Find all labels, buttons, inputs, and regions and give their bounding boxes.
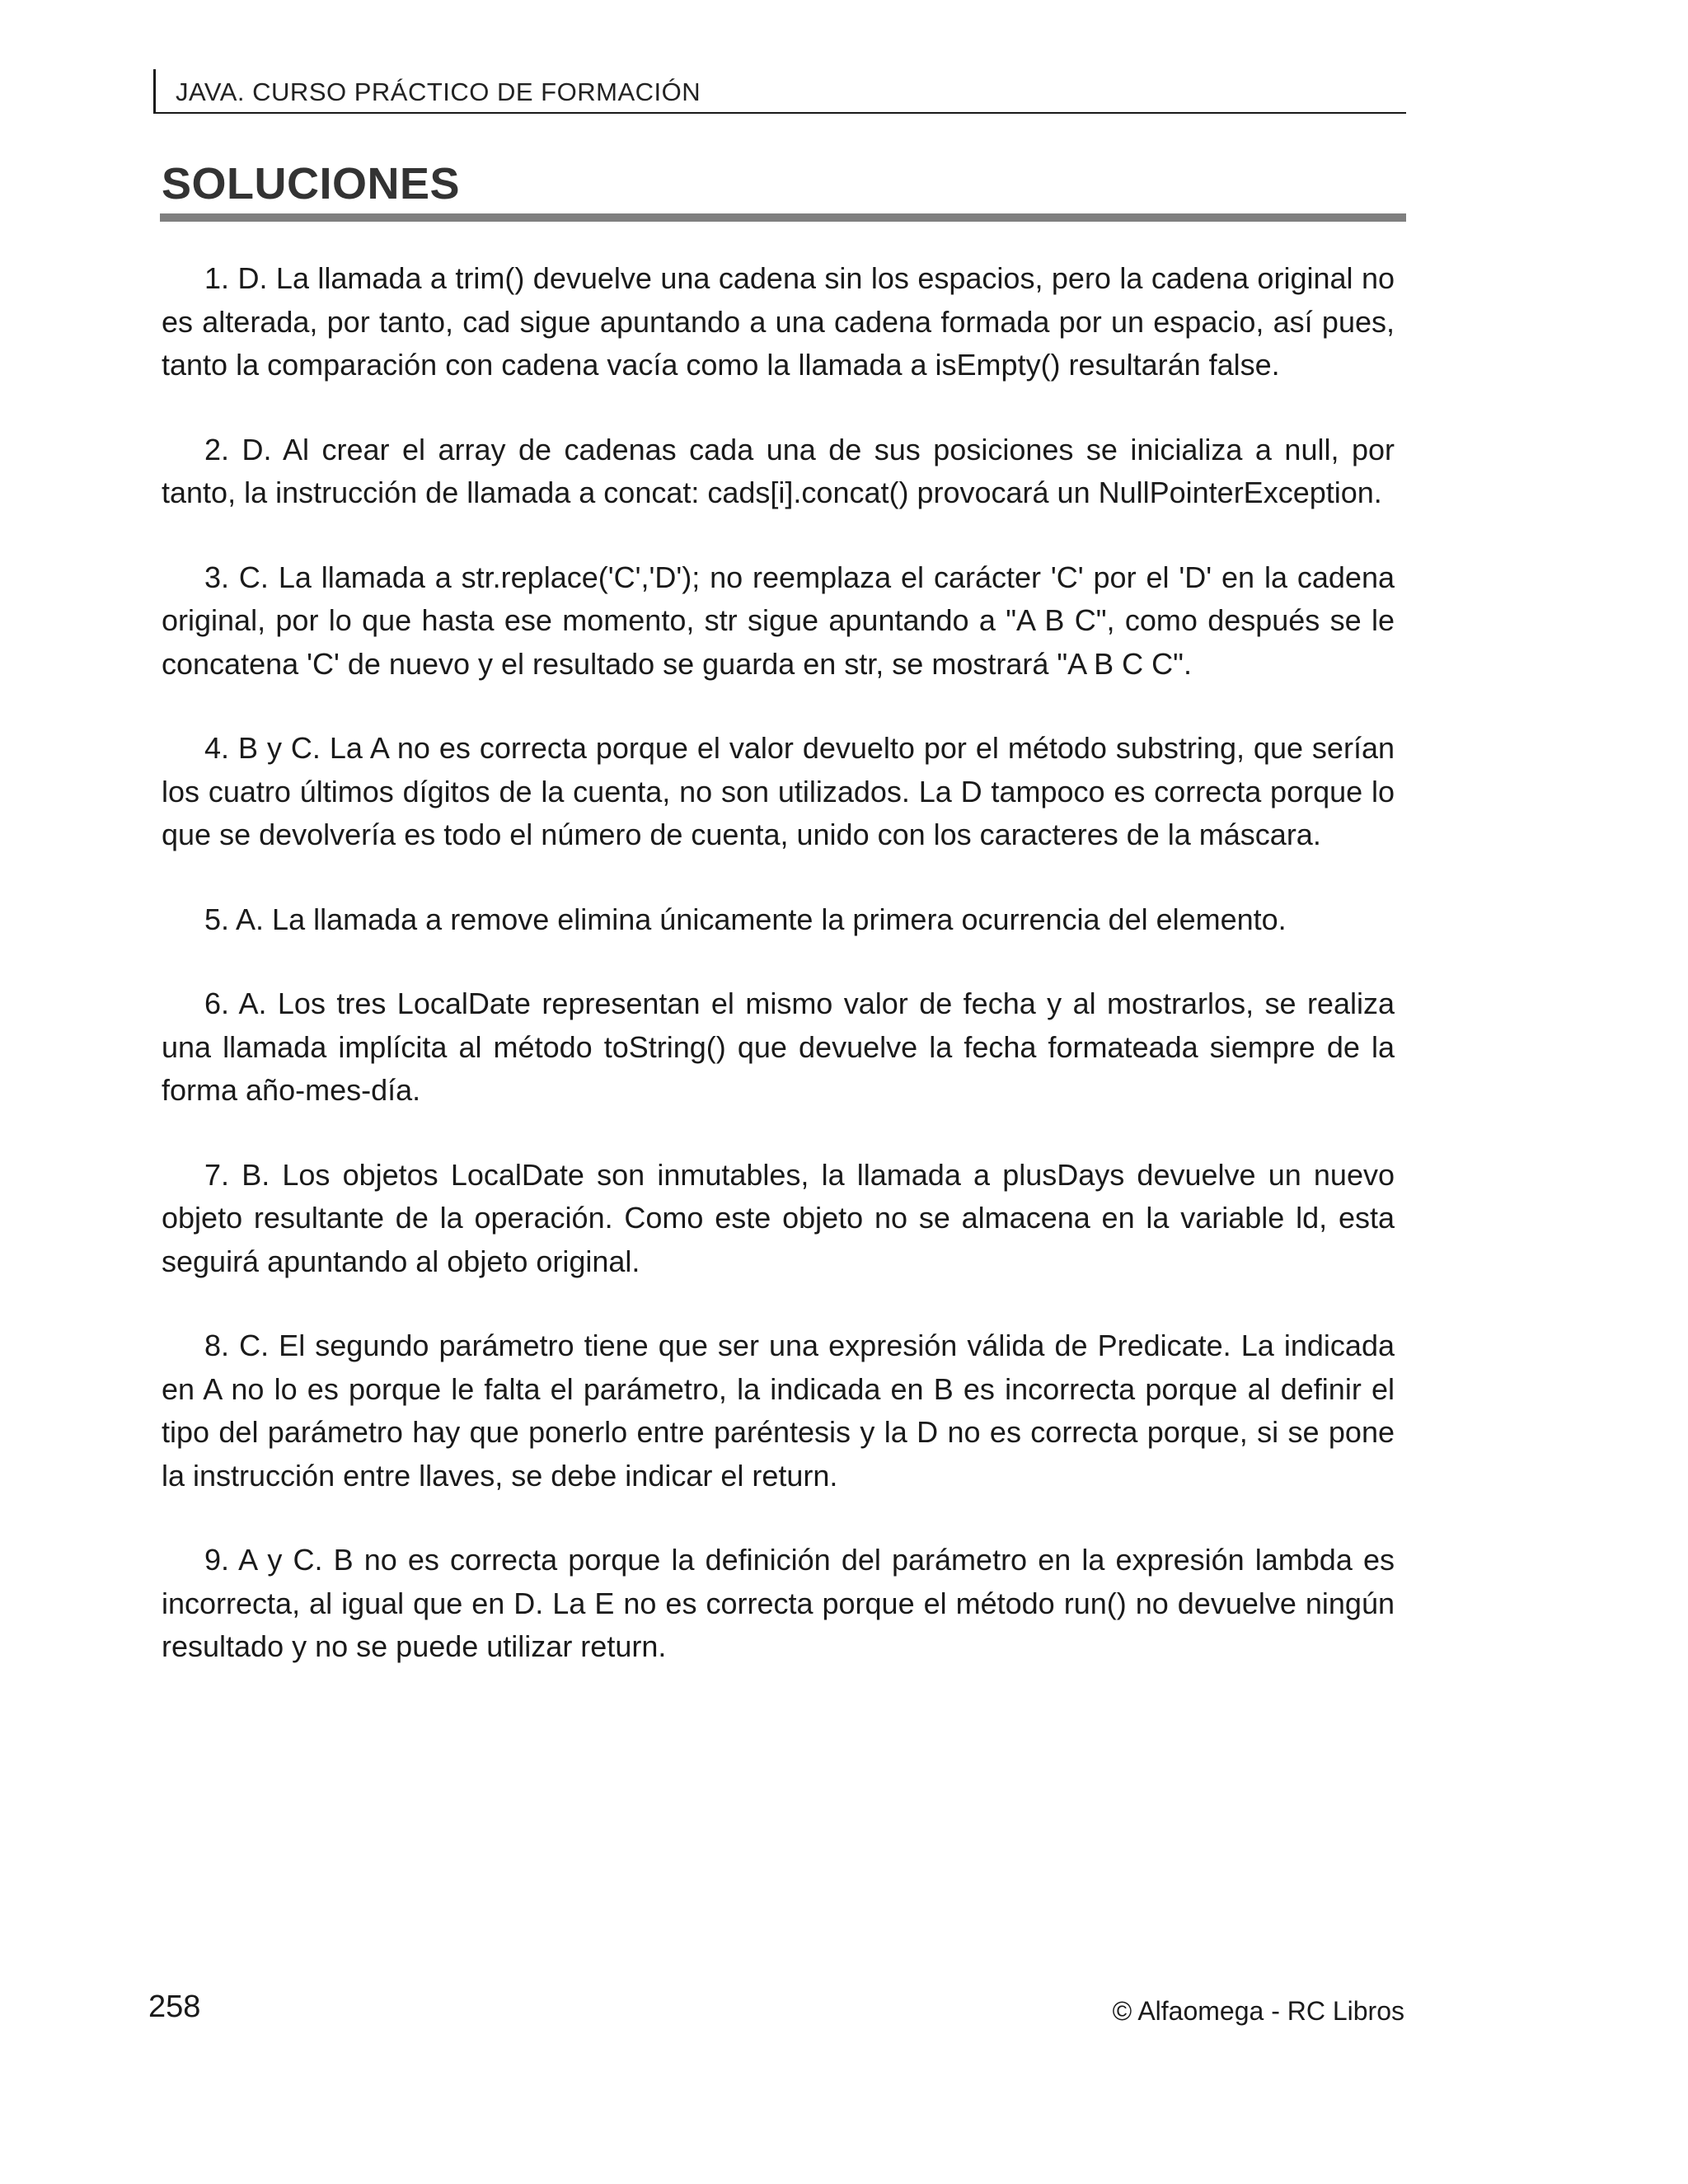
answer-7: 7. B. Los objetos LocalDate son inmutables, la llamada a plusDays devuelve un nuevo objeto resultante de la operación. Como este objeto no se almacena en la variable ld, esta seguirá apuntando al objeto original.: [162, 1157, 1395, 1278]
answers-list: [162, 257, 1395, 1669]
answer-1: 1. D. La llamada a trim() devuelve una cadena sin los espacios, pero la cadena original no es alterada, por tanto, cad sigue apuntando a una cadena formada por un espacio, así pues, tanto la comparación con cadena vacía como la llamada a isEmpty() resultarán false.: [162, 261, 1395, 382]
section-title-rule: [160, 213, 1406, 222]
copyright-notice: © Alfaomega - RC Libros: [1112, 1996, 1404, 2026]
answer-9: 9. A y C. B no es correcta porque la definición del parámetro en la expresión lambda es incorrecta, al igual que en D. La E no es correcta porque el método run() no devuelve ningún resultado y no se puede utilizar return.: [162, 1543, 1395, 1663]
answer-3: 3. C. La llamada a str.replace('C','D'); no reemplaza el carácter 'C' por el 'D' en la cadena original, por lo que hasta ese momento, str sigue apuntando a "A B C", como después se le concatena 'C' de nuevo y el resultado se guarda en str, se mostrará "A B C C".: [162, 560, 1395, 681]
answer-6: 6. A. Los tres LocalDate representan el mismo valor de fecha y al mostrarlos, se realiza una llamada implícita al método toString() que devuelve la fecha formateada siempre de la forma año-mes-día.: [162, 987, 1395, 1107]
page-number: 258: [148, 1990, 201, 2024]
answer-4: 4. B y C. La A no es correcta porque el valor devuelto por el método substring, que serían los cuatro últimos dígitos de la cuenta, no son utilizados. La D tampoco es correcta porque lo que se devolvería es todo el número de cuenta, unido con los caracteres de la máscara.: [162, 731, 1395, 851]
section-title: SOLUCIONES: [162, 159, 461, 209]
answer-2: 2. D. Al crear el array de cadenas cada una de sus posiciones se inicializa a null, por tanto, la instrucción de llamada a concat: cads[i].concat() provocará un NullPointerException.: [162, 432, 1395, 509]
running-header: [153, 69, 1406, 114]
running-header-title: JAVA. CURSO PRÁCTICO DE FORMACIÓN: [176, 77, 701, 106]
answer-8: 8. C. El segundo parámetro tiene que ser una expresión válida de Predicate. La indicada en A no lo es porque le falta el parámetro, la indicada en B es incorrecta porque al definir el tipo del parámetro hay que ponerlo entre paréntesis y la D no es correcta porque, si se pone la instrucción entre llaves, se debe indicar el return.: [162, 1329, 1395, 1493]
answer-5: 5. A. La llamada a remove elimina únicamente la primera ocurrencia del elemento.: [204, 902, 1287, 936]
